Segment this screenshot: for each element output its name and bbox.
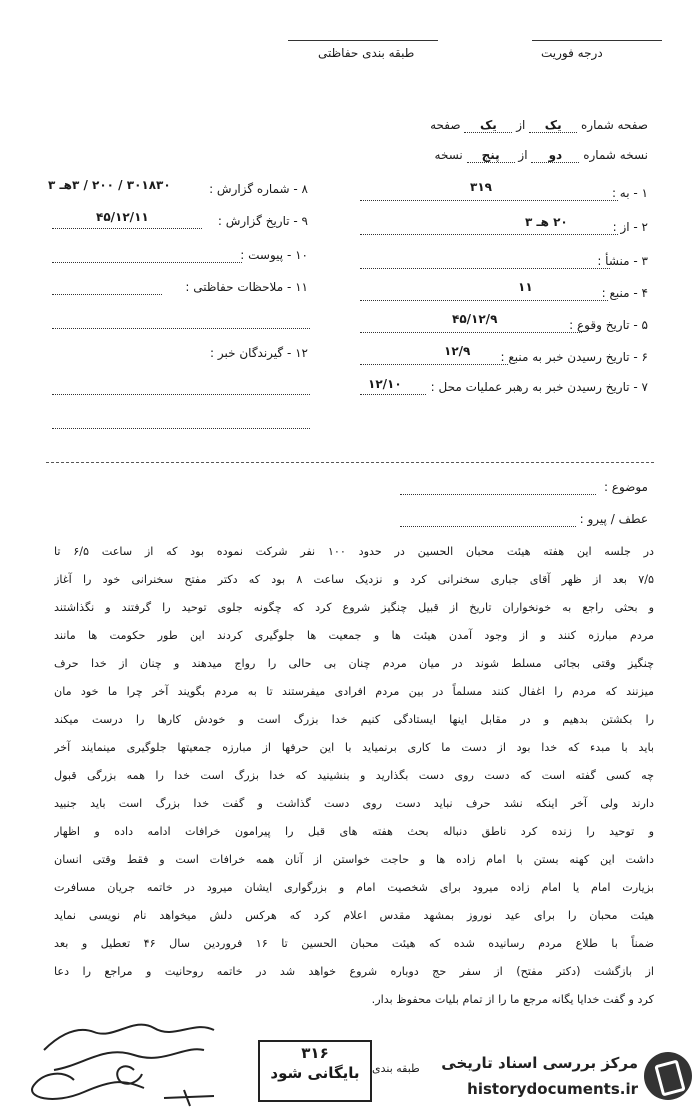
section-divider [46, 462, 654, 463]
field-received-leader-dots [360, 394, 426, 395]
page-of: از [516, 118, 526, 132]
classification-label: طبقه بندی حفاظتی [318, 46, 415, 60]
field-to-dots [360, 200, 618, 201]
stamp-class-label: طبقه بندی [372, 1062, 420, 1075]
field-attachment-dots [52, 262, 242, 263]
body-line: در جلسه این هفته هیئت محبان الحسین در حدود ۱۰۰ نفر شرکت نموده بود که از ساعت ۶/۵ تا [54, 545, 654, 558]
archive-logo-icon [644, 1052, 692, 1100]
page-number-row [430, 118, 648, 133]
field-source-value: ۱۱ [518, 280, 533, 294]
field-from-dots [360, 234, 618, 235]
field-from-value: ۲۰ هـ ۳ [525, 215, 568, 229]
urgency-label: درجه فوریت [541, 46, 603, 60]
page-total: یک [464, 118, 512, 133]
field-recipients-label: ۱۲ - گیرندگان خبر : [210, 346, 308, 360]
field-received-source-value: ۱۲/۹ [444, 344, 471, 358]
subject-dots [400, 494, 596, 495]
field-report-number-value: ۳۰۱۸۳۰ / ۲۰۰ / ۳هـ ۳ [48, 178, 171, 192]
field-recipients-dots-2 [52, 428, 310, 429]
reference-label: عطف / پیرو : [579, 512, 648, 526]
copy-label: نسخه شماره [583, 148, 648, 162]
field-occurrence-value: ۴۵/۱۲/۹ [452, 312, 498, 326]
body-line: بزیارت امام یا امام زاده میرود برای شخصیت امام و بزرگواری ایشان میرود در خاتمه جریان مسافرت [54, 881, 654, 894]
copy-number: دو [531, 148, 579, 163]
body-line: چه کسی گفته است که دست روی دست بگذارید و بنشینید که خدا بزرگ است خدا را همه بزرگی قبول [54, 769, 654, 782]
copy-total: پنج [467, 148, 515, 163]
field-occurrence-dots [360, 332, 582, 333]
field-received-leader-label: ۷ - تاریخ رسیدن خبر به رهبر عملیات محل : [430, 380, 648, 394]
field-received-leader-value: ۱۲/۱۰ [368, 377, 402, 391]
field-to-label: ۱ - به : [611, 186, 648, 200]
field-occurrence-label: ۵ - تاریخ وقوع : [569, 318, 648, 332]
body-line: میزنند که مردم را اغفال کنند مسلماً در بین مردم افرادی میفرستند تا به مردم بگویند آخر چرا ما خود مان [54, 685, 654, 698]
classification-line [288, 40, 438, 41]
field-origin-dots [360, 268, 610, 269]
body-line: را بکشتن بدهیم و در مقابل اینها ایستادگی کنیم خدا بزرگ است و خودش کارها را درست میکند [54, 713, 654, 726]
archive-stamp [258, 1040, 372, 1102]
subject-label: موضوع : [603, 480, 648, 494]
field-source-label: ۴ - منبع : [601, 286, 648, 300]
field-from-label: ۲ - از : [612, 220, 648, 234]
field-origin-label: ۳ - منشأ : [597, 254, 648, 268]
watermark [441, 1046, 692, 1108]
page-label: صفحه شماره [581, 118, 648, 132]
copy-suffix: نسخه [434, 148, 463, 162]
body-line: هیئت محبان را برای عید نوروز بمشهد مقدس اعلام کرد که هرکس دلش میخواهد نام نویسی نماید [54, 909, 654, 922]
body-line: و بحثی راجع به خونخواران تاریخ از قبیل چنگیز شروع کرد که چگونه جلوی توحید را گرفتند و نگذاشتند [54, 601, 654, 614]
reference-dots [400, 526, 576, 527]
field-received-source-label: ۶ - تاریخ رسیدن خبر به منبع : [500, 350, 648, 364]
body-line: ۷/۵ بعد از ظهر آقای جباری سخنرانی کرد و نزدیک ساعت ۸ بود که دکتر مفتح سخنرانی خود را آغاز [54, 573, 654, 586]
body-line: داشت این کهنه بستن با امام زاده ها و حاجت خواستن از آنان همه خرافات است و فقط وقتی انسان [54, 853, 654, 866]
body-line: ضمناً با طلاع مردم رسانیده شده که هیئت محبان الحسین تا ۱۶ فروردین سال ۴۶ تعطیل و بعد [54, 937, 654, 950]
watermark-url: historydocuments.ir [467, 1080, 638, 1098]
field-report-date-dots [52, 228, 202, 229]
field-report-number-label: ۸ - شماره گزارش : [209, 182, 308, 196]
page-number: یک [529, 118, 577, 133]
field-security-notes-dots-2 [52, 328, 310, 329]
body-line: و توحید را زنده کرد ناطق دنباله بحث هفته های قبل را پیرامون خرافات ادامه داده و اظهار [54, 825, 654, 838]
stamp-text: بایگانی شود [270, 1064, 360, 1082]
handwritten-signature [14, 1010, 244, 1110]
field-report-date-label: ۹ - تاریخ گزارش : [217, 214, 308, 228]
copy-of: از [518, 148, 528, 162]
field-security-notes-label: ۱۱ - ملاحظات حفاظتی : [185, 280, 308, 294]
body-line: کرد و گفت خدایا یگانه مرجع ما را از تمام بلیات محفوظ بدار. [371, 993, 654, 1006]
body-line: دارند ولی آخر اینکه نشد حرف نباید دست روی دست گذاشت و گفت خدا بزرگ است باید جنبید [54, 797, 654, 810]
watermark-title: مرکز بررسی اسناد تاریخی [441, 1054, 638, 1072]
field-received-source-dots [360, 364, 508, 365]
field-report-date-value: ۴۵/۱۲/۱۱ [96, 210, 149, 224]
field-attachment-label: ۱۰ - پیوست : [240, 248, 308, 262]
field-recipients-dots [52, 394, 310, 395]
body-line: چنگیز وقتی بجائی مسلط شوند در میان مردم چنان بی حالی را رواج میدهند و چنان از خدا حرف [54, 657, 654, 670]
urgency-line [532, 40, 662, 41]
field-security-notes-dots [52, 294, 162, 295]
page-suffix: صفحه [430, 118, 461, 132]
field-to-value: ۳۱۹ [470, 180, 492, 194]
body-line: از بازگشت (دکتر مفتح) از سفر حج دوباره شروع خواهد شد در خاتمه روحانیت و مراجع را دعا [54, 965, 654, 978]
field-source-dots [360, 300, 608, 301]
body-line: مردم مبارزه کنند و از وجود آمدن هیئت ها و جمعیت ها جلوگیری کردند این طور حکومت ها مانند [54, 629, 654, 642]
body-line: باید با مبدء که خدا بود از دست ما کاری برنمیاید با این حرفها از مبارزه جمعیتها جلوگیری مینمایند آخر [54, 741, 654, 754]
copy-number-row [435, 148, 648, 163]
stamp-number: ۳۱۶ [301, 1044, 329, 1062]
